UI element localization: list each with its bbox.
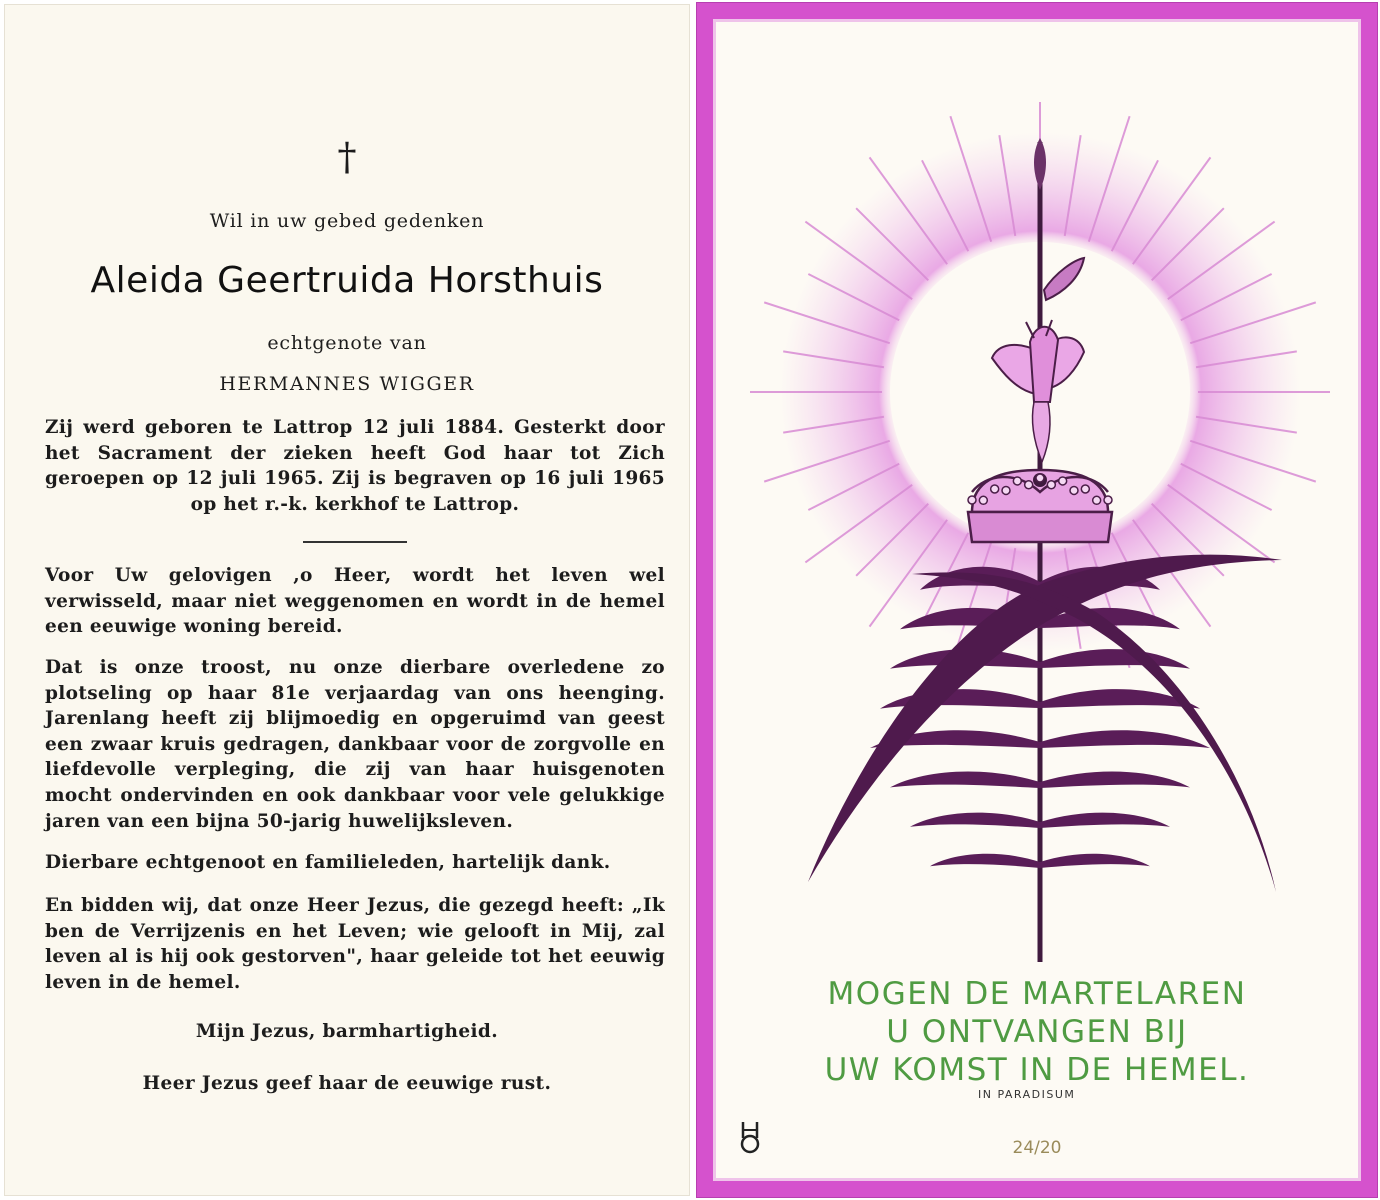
motto-line-2: U ONTVANGEN BIJ [886,1014,1188,1050]
crown-pearl [1070,486,1078,494]
card-number: 24/20 [1012,1138,1062,1158]
maker-monogram-icon [738,1118,762,1154]
prayer-line: Wil in uw gebed gedenken [209,210,485,232]
closing-prayer-2: Heer Jezus geef haar de eeuwige rust. [142,1073,552,1094]
palm-leaflet [880,689,1040,708]
palm-leaflet [890,771,1040,788]
left-arch-leaf [808,555,1282,882]
palm-leaflet [1040,771,1190,788]
psalm-paragraph: Voor Uw gelovigen ,o Heer, wordt het leven wel verwisseld, maar niet weggenomen en wordt in de hemel een eeuwige woning bereid. [45,565,665,638]
crown-pearl [968,496,976,504]
crown-pearl [1059,477,1067,485]
palm-leaflet [1040,813,1170,828]
deceased-name: Aleida Geertruida Horsthuis [90,260,604,301]
palm-leaflet [930,854,1040,868]
crown-pearl [1104,496,1112,504]
devotional-image-card [696,2,1378,1198]
cross-icon: † [337,135,357,179]
crown-pearl [1036,474,1044,482]
prayer-paragraph: En bidden wij, dat onze Heer Jezus, die gezegd heeft: „Ik ben de Verrijzenis en het Leven; wie gelooft in Mij, zal leven al is hij ook gestorven", haar geleide tot het eeuwig leven in de hemel. [45,895,665,993]
crown-pearl [1081,485,1089,493]
palm-leaflet [1040,730,1210,748]
crown-pearl [1047,481,1055,489]
consolation-paragraph: Dat is onze troost, nu onze dierbare overledene zo plotseling op haar 81e verjaardag van ons heenging. Jarenlang heeft zij blijmoedig en opgeruimd van geest een zwaar kruis gedragen, dankbaar voor de zorgvolle en liefdevolle verpleging, die zij van haar huisgenoten mocht ondervinden en ook dankbaar voor vele gelukkige jaren van een bijna 50-jarig huwelijksleven. [45,657,665,832]
motto-source: IN PARADISUM [978,1088,1076,1101]
closing-prayer-1: Mijn Jezus, barmhartigheid. [195,1021,499,1042]
crown-pearl [979,496,987,504]
thanks-paragraph: Dierbare echtgenoot en familieleden, hartelijk dank. [45,852,611,873]
crown-icon [968,470,1112,542]
crown-pearl [1025,481,1033,489]
crown-pearl [1093,496,1101,504]
motto-line-3: UW KOMST IN DE HEMEL. [824,1052,1250,1088]
spouse-of-label: echtgenote van [267,332,427,354]
crown-pearl [1002,486,1010,494]
palm-leaflet [1040,854,1150,868]
crown-pearl [991,485,999,493]
palm-leaflet [910,813,1040,828]
palm-leaflet [1040,649,1190,668]
spouse-name: HERMANNES WIGGER [219,373,475,395]
image-panel [713,19,1361,1181]
motto-line-1: MOGEN DE MARTELAREN [827,976,1247,1012]
crown-pearl [1013,477,1021,485]
section-divider [303,541,407,543]
biography-paragraph: Zij werd geboren te Lattrop 12 juli 1884. Gesterkt door het Sacrament der zieken heeft God haar tot Zich geroepen op 12 juli 1965. Zij is begraven op 16 juli 1965 op het r.-k. kerkhof te Lattrop. [45,417,665,515]
memorial-text-card [4,4,690,1196]
